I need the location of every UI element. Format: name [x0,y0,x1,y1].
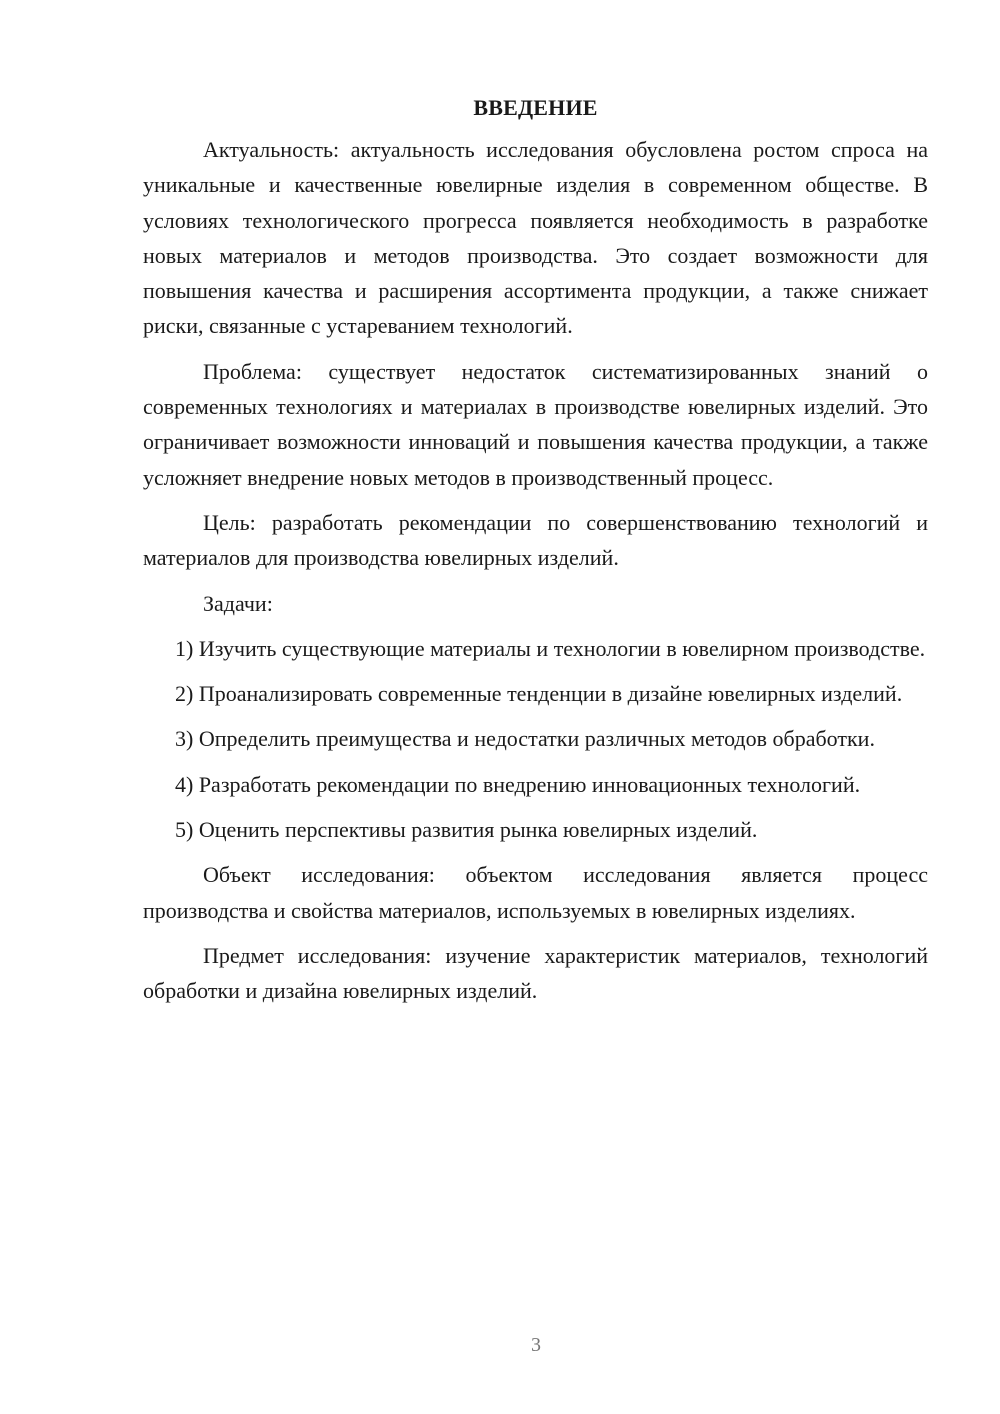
page-number: 3 [531,1334,541,1356]
task-item: 5) Оценить перспективы развития рынка ювелирных изделий. [175,817,758,843]
paragraph-goal: Цель: разработать рекомендации по совершенствованию технологий и материалов для производства ювелирных изделий. [143,509,928,571]
paragraph-object: Объект исследования: объектом исследования является процесс производства и свойства материалов, используемых в ювелирных изделиях. [143,862,928,923]
task-item: 3) Определить преимущества и недостатки различных методов обработки. [175,726,875,752]
task-item: 2) Проанализировать современные тенденции в дизайне ювелирных изделий. [175,681,903,707]
document-page [143,90,928,1019]
paragraph-relevance: Актуальность: актуальность исследования обусловлена ростом спроса на уникальные и качественные ювелирные изделия в современном обществе. В условиях технологического прогресса появляется необходимость в разработке новых материалов и методов производства. Это создает возможности для повышения качества и расширения ассортимента продукции, а также снижает риски, связанные с устареванием технологий. [143,137,928,339]
task-item: 4) Разработать рекомендации по внедрению инновационных технологий. [175,771,861,797]
section-title: ВВЕДЕНИЕ [473,95,598,120]
paragraph-tasks-heading: Задачи: [203,590,273,616]
task-item: 1) Изучить существующие материалы и технологии в ювелирном производстве. [175,635,926,661]
paragraph-problem: Проблема: существует недостаток систематизированных знаний о современных технологиях и материалах в производстве ювелирных изделий. Это ограничивает возможности инноваций и повышения качества продукции, а также усложняет внедрение новых методов в производственный процесс. [143,358,928,490]
paragraph-subject: Предмет исследования: изучение характеристик материалов, технологий обработки и дизайна ювелирных изделий. [143,942,928,1004]
